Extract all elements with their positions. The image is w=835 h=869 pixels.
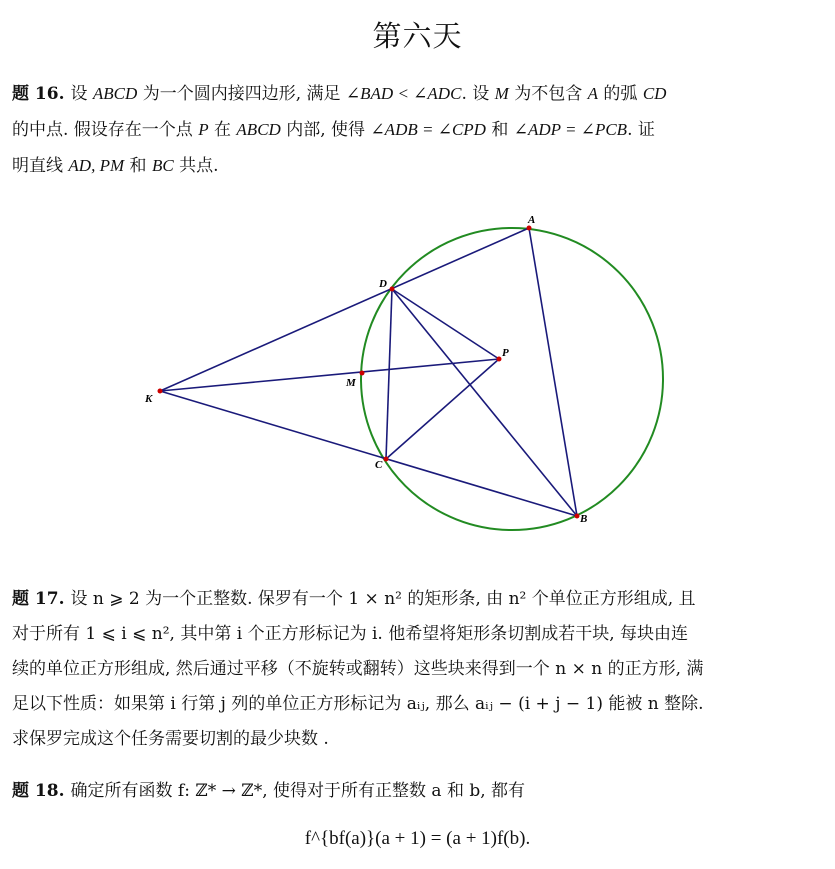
problem-16-line-2: 的中点. 假设存在一个点 P 在 ABCD 内部, 使得 ∠ADB = ∠CPD 和 ∠ADP = ∠PCB. 证	[12, 120, 655, 140]
point-C	[384, 457, 389, 462]
problem-17-line-5: 求保罗完成这个任务需要切割的最少块数 .	[12, 729, 329, 749]
problem-18	[12, 774, 818, 809]
segment-KB	[160, 391, 577, 516]
point-D	[390, 287, 395, 292]
circumcircle	[361, 228, 663, 530]
label-C: C	[375, 459, 383, 471]
segment-KA	[160, 228, 529, 391]
segment-KP	[160, 359, 499, 391]
problem-17-line-3: 续的单位正方形组成, 然后通过平移（不旋转或翻转）这些块来得到一个 n × n 的正方形, 满	[12, 659, 704, 679]
problem-label: 题 16.	[12, 84, 65, 104]
segment-CP	[386, 359, 499, 459]
problem-17	[12, 582, 818, 757]
segment-DP	[392, 289, 499, 359]
segment-AB	[529, 228, 577, 516]
label-B: B	[580, 513, 588, 525]
label-M: M	[346, 377, 356, 389]
label-P: P	[502, 347, 509, 359]
functional-equation: f^{bf(a)}(a + 1) = (a + 1)f(b).	[304, 828, 531, 849]
problem-17-line-1: 题 17. 设 n ⩾ 2 为一个正整数. 保罗有一个 1 × n² 的矩形条, 由 n² 个单位正方形组成, 且	[12, 589, 696, 609]
label-K: K	[145, 393, 153, 405]
problem-16-line-3: 明直线 AD, PM 和 BC 共点.	[12, 156, 219, 176]
problem-label: 题 18.	[12, 781, 65, 801]
page-title: 第六天	[372, 19, 463, 53]
point-P	[497, 357, 502, 362]
segment-DC	[386, 289, 392, 459]
problem-label: 题 17.	[12, 589, 65, 609]
point-M	[360, 371, 365, 376]
problem-17-line-4: 足以下性质：如果第 i 行第 j 列的单位正方形标记为 aᵢⱼ, 那么 aᵢⱼ − (i + j − 1) 能被 n 整除.	[12, 694, 704, 714]
label-D: D	[379, 278, 387, 290]
problem-16	[12, 76, 818, 184]
problem-17-line-2: 对于所有 1 ⩽ i ⩽ n², 其中第 i 个正方形标记为 i. 他希望将矩形条切割成若干块, 每块由连	[12, 624, 689, 644]
geometry-figure	[0, 200, 835, 540]
point-K	[158, 389, 163, 394]
label-A: A	[528, 214, 536, 226]
problem-16-line-1: 题 16. 设 ABCD 为一个圆内接四边形, 满足 ∠BAD < ∠ADC. 设 M 为不包含 A 的弧 CD	[12, 84, 667, 104]
point-B	[575, 514, 580, 519]
problem-18-line-1: 题 18. 确定所有函数 f: ℤ* → ℤ*, 使得对于所有正整数 a 和 b, 都有	[12, 781, 526, 801]
point-A	[527, 226, 532, 231]
segment-DB	[392, 289, 577, 516]
